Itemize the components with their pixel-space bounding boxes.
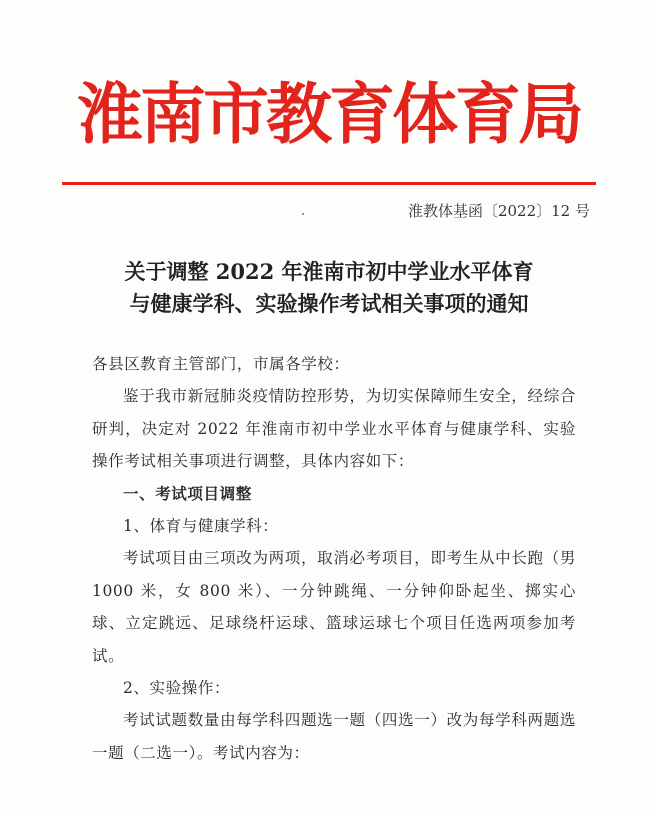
salutation: 各县区教育主管部门，市属各学校： xyxy=(92,355,350,373)
notice-title-line-1: 关于调整 2022 年淮南市初中学业水平体育 xyxy=(124,259,534,284)
notice-body xyxy=(92,348,576,769)
intro-paragraph: 鉴于我市新冠肺炎疫情防控形势，为切实保障师生安全，经综合研判，决定对 2022 年淮南市初中学业水平体育与健康学科、实验操作考试相关事项进行调整，具体内容如下： xyxy=(92,387,576,471)
subheading-lab-operation: 2、实验操作： xyxy=(123,679,231,698)
physical-education-paragraph: 考试项目由三项改为两项，取消必考项目，即考生从中长跑（男 1000 米，女 800 米）、一分钟跳绳、一分钟仰卧起坐、掷实心球、立定跳远、足球绕杆运球、篮球运球七个项目任选两项参加考试。 xyxy=(92,549,576,665)
letterhead-red-rule xyxy=(62,182,596,185)
document-number: 淮教体基函〔2022〕12 号 xyxy=(407,202,590,220)
section-heading-exam-items: 一、考试项目调整 xyxy=(123,484,252,503)
lab-operation-paragraph: 考试试题数量由每学科四题选一题（四选一）改为每学科两题选一题（二选一）。考试内容为： xyxy=(92,711,576,762)
notice-title-line-2: 与健康学科、实验操作考试相关事项的通知 xyxy=(129,291,529,316)
scan-speck xyxy=(302,213,304,215)
subheading-physical-education: 1、体育与健康学科： xyxy=(123,517,279,536)
notice-title xyxy=(62,256,596,320)
letterhead-title: 淮南市教育体育局 xyxy=(77,75,581,153)
